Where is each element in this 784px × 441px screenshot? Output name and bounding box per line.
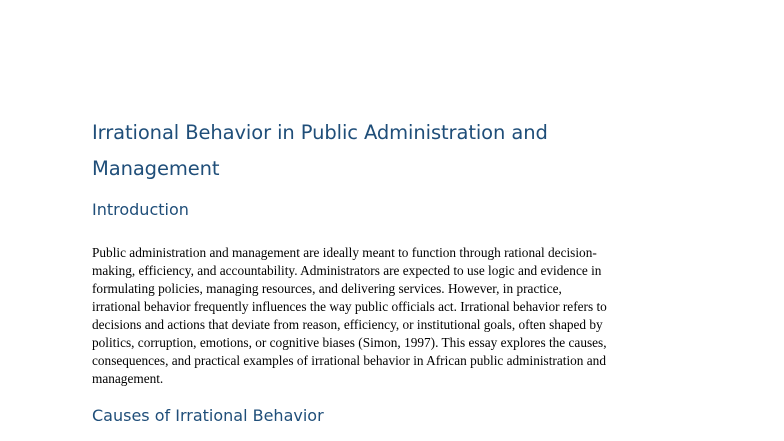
document-title-line: Irrational Behavior in Public Administration and bbox=[92, 121, 548, 144]
paragraph-line: formulating policies, managing resources, and delivering services. However, in practice, bbox=[92, 281, 562, 296]
paragraph-line: making, efficiency, and accountability. Administrators are expected to use logic and evidence in bbox=[92, 263, 602, 278]
introduction-paragraph bbox=[92, 244, 692, 388]
paragraph-line: irrational behavior frequently influences the way public officials act. Irrational behavior refers to bbox=[92, 299, 607, 314]
paragraph-line: politics, corruption, emotions, or cognitive biases (Simon, 1997). This essay explores the causes, bbox=[92, 335, 607, 350]
section-heading-introduction: Introduction bbox=[92, 200, 189, 219]
section-heading-causes: Causes of Irrational Behavior bbox=[92, 406, 324, 425]
paragraph-line: management. bbox=[92, 371, 164, 386]
paragraph-line: consequences, and practical examples of irrational behavior in African public administration and bbox=[92, 353, 606, 368]
document-title-line: Management bbox=[92, 157, 220, 180]
paragraph-line: decisions and actions that deviate from reason, efficiency, or institutional goals, often shaped by bbox=[92, 317, 603, 332]
document-title bbox=[92, 115, 612, 187]
paragraph-line: Public administration and management are ideally meant to function through rational decision- bbox=[92, 245, 597, 260]
